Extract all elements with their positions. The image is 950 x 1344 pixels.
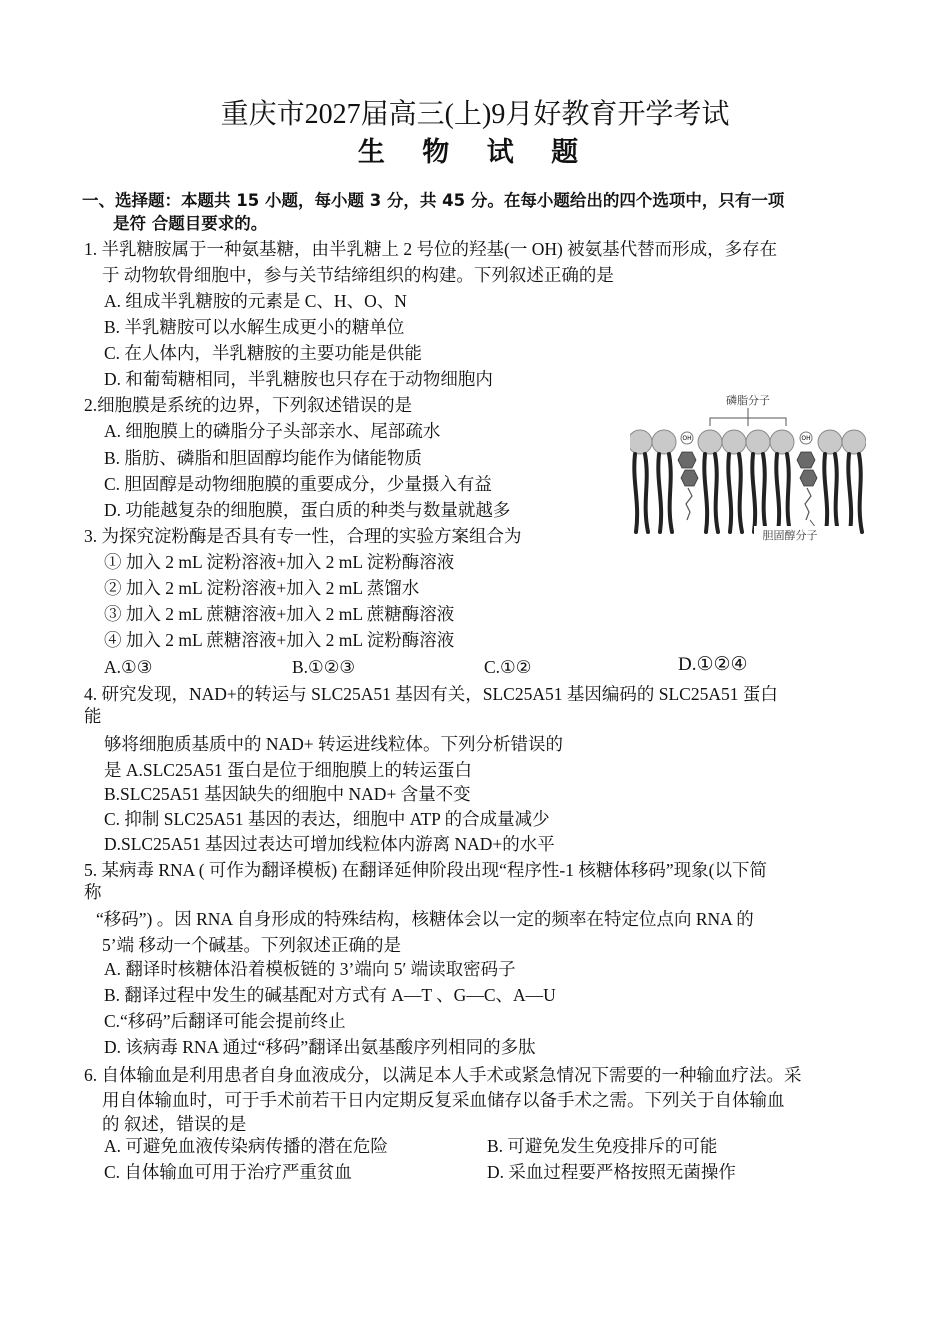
- q3-item-4: ④ 加入 2 mL 蔗糖溶液+加入 2 mL 淀粉酶溶液: [104, 630, 455, 650]
- q6-option-a: A. 可避免血液传染病传播的潜在危险: [104, 1136, 388, 1156]
- phospholipid-label: 磷脂分子: [726, 394, 770, 407]
- q4-option-b: B.SLC25A51 基因缺失的细胞中 NAD+ 含量不变: [104, 784, 471, 804]
- q1-option-a: A. 组成半乳糖胺的元素是 C、H、O、N: [104, 291, 407, 311]
- q3-stem: 3. 为探究淀粉酶是否具有专一性，合理的实验方案组合为: [84, 526, 522, 546]
- q5-option-d: D. 该病毒 RNA 通过“移码”翻译出氨基酸序列相同的多肽: [104, 1037, 536, 1057]
- section-heading-line1: 一、选择题：本题共 15 小题，每小题 3 分，共 45 分。在每小题给出的四个选项中，只有一项: [82, 191, 785, 210]
- q1-stem-line1: 1. 半乳糖胺属于一种氨基糖，由半乳糖上 2 号位的羟基(一 OH) 被氨基代替而形成，多存在: [84, 239, 778, 259]
- q3-option-a: A.①③: [104, 657, 153, 677]
- q6-stem-line3: 的 叙述，错误的是: [102, 1114, 247, 1134]
- q5-option-c: C.“移码”后翻译可能会提前终止: [104, 1011, 346, 1031]
- q5-stem-line4: 5’端 移动一个碱基。下列叙述正确的是: [102, 935, 401, 955]
- cholesterol-label: 胆固醇分子: [762, 529, 818, 542]
- q3-option-d: D.①②④: [678, 654, 748, 675]
- q2-stem: 2.细胞膜是系统的边界，下列叙述错误的是: [84, 395, 413, 415]
- q4-stem-line3: 够将细胞质基质中的 NAD+ 转运进线粒体。下列分析错误的: [104, 734, 564, 754]
- q1-option-c: C. 在人体内，半乳糖胺的主要功能是供能: [104, 343, 422, 363]
- q1-stem-line2: 于 动物软骨细胞中，参与关节结缔组织的构建。下列叙述正确的是: [102, 265, 614, 285]
- q2-option-c: C. 胆固醇是动物细胞膜的重要成分，少量摄入有益: [104, 474, 492, 494]
- q2-option-a: A. 细胞膜上的磷脂分子头部亲水、尾部疏水: [104, 421, 441, 441]
- oh-label-right: OH: [801, 435, 811, 442]
- q4-stem-line1: 4. 研究发现，NAD+的转运与 SLC25A51 基因有关，SLC25A51 基因编码的 SLC25A51 蛋白: [84, 684, 778, 704]
- section-heading-line2: 是符 合题目要求的。: [113, 214, 268, 233]
- q3-item-2: ② 加入 2 mL 淀粉溶液+加入 2 mL 蒸馏水: [104, 578, 420, 598]
- q6-option-c: C. 自体输血可用于治疗严重贫血: [104, 1162, 352, 1182]
- q1-option-d: D. 和葡萄糖相同，半乳糖胺也只存在于动物细胞内: [104, 369, 493, 389]
- q4-option-d: D.SLC25A51 基因过表达可增加线粒体内游离 NAD+的水平: [104, 834, 555, 854]
- q6-option-d: D. 采血过程要严格按照无菌操作: [487, 1162, 736, 1182]
- q3-option-c: C.①②: [484, 657, 532, 677]
- q2-option-d: D. 功能越复杂的细胞膜，蛋白质的种类与数量就越多: [104, 500, 511, 520]
- q3-item-3: ③ 加入 2 mL 蔗糖溶液+加入 2 mL 蔗糖酶溶液: [104, 604, 455, 624]
- page-title: 重庆市2027届高三(上)9月好教育开学考试: [220, 99, 730, 130]
- q6-option-b: B. 可避免发生免疫排斥的可能: [487, 1136, 718, 1156]
- q5-stem-line2: 称: [84, 882, 102, 902]
- q4-stem-line4: 是 A.SLC25A51 蛋白是位于细胞膜上的转运蛋白: [104, 760, 472, 780]
- oh-label-left: OH: [682, 435, 692, 442]
- q2-option-b: B. 脂肪、磷脂和胆固醇均能作为储能物质: [104, 448, 422, 468]
- q4-option-c: C. 抑制 SLC25A51 基因的表达，细胞中 ATP 的合成量减少: [104, 809, 550, 829]
- q4-stem-line2: 能: [84, 706, 102, 726]
- membrane-figure: [630, 392, 866, 542]
- membrane-diagram: [630, 392, 866, 542]
- q5-stem-line3: “移码”) 。因 RNA 自身形成的特殊结构，核糖体会以一定的频率在特定位点向 RNA 的: [96, 909, 754, 929]
- q6-stem-line1: 6. 自体输血是利用患者自身血液成分，以满足本人手术或紧急情况下需要的一种输血疗法。采: [84, 1065, 802, 1085]
- q5-stem-line1: 5. 某病毒 RNA ( 可作为翻译模板) 在翻译延伸阶段出现“程序性-1 核糖体移码”现象(以下简: [84, 860, 767, 880]
- q5-option-b: B. 翻译过程中发生的碱基配对方式有 A—T 、G—C、A—U: [104, 985, 556, 1005]
- q3-option-b: B.①②③: [292, 657, 356, 677]
- q3-item-1: ① 加入 2 mL 淀粉溶液+加入 2 mL 淀粉酶溶液: [104, 552, 455, 572]
- q1-option-b: B. 半乳糖胺可以水解生成更小的糖单位: [104, 317, 405, 337]
- q6-stem-line2: 用自体输血时，可于手术前若干日内定期反复采血储存以备手术之需。下列关于自体输血: [102, 1090, 785, 1110]
- page-subtitle: 生 物 试 题: [357, 137, 593, 168]
- q5-option-a: A. 翻译时核糖体沿着模板链的 3’端向 5′ 端读取密码子: [104, 959, 516, 979]
